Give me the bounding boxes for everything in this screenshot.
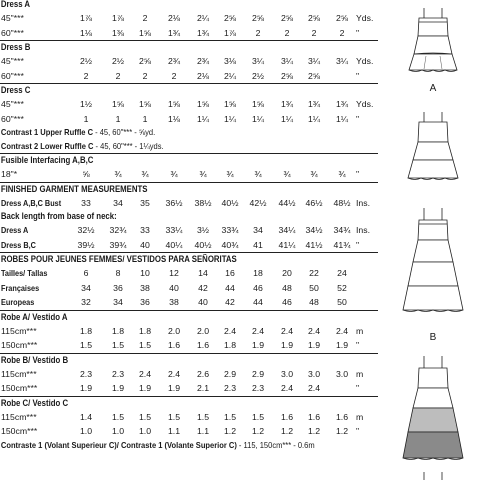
table-cell: 2⅝ [280,13,294,23]
table-cell: 34 [81,282,91,293]
table-cell: 1.8 [138,325,152,336]
table-cell: 1⅞ [111,13,125,23]
table-cell: 1.0 [138,426,152,436]
table-row [0,196,378,211]
table-cell: 34 [113,197,123,208]
table-cell: 1¾ [335,99,349,109]
row-label: 115cm*** [1,325,37,336]
table-row [0,324,378,339]
table-cell: 2⅛ [167,13,181,23]
table-cell: 1.9 [138,383,152,393]
table-cell: 34¾ [333,225,351,235]
note-title: Contrast 1 Upper Ruffle C [0,127,94,137]
table-cell: ¾ [310,169,318,179]
table-cell: 2⅝ [280,70,294,81]
table-row [0,238,378,253]
table-cell: 1.5 [79,340,93,350]
table-cell: 3¼ [280,56,294,66]
table-cell: 1.9 [251,340,265,350]
row-label: 60"*** [1,70,24,81]
table-cell: 2.4 [280,383,294,393]
table-cell: 38 [140,282,150,293]
table-cell: 2.4 [335,325,349,336]
table-cell: 40½ [221,197,239,208]
table-cell: 6 [83,268,89,278]
dress-a-sketch [409,8,457,72]
section-heading: Robe C/ Vestido C [0,397,69,408]
dress-a-label: A [429,83,437,94]
unit-label: " [356,27,360,38]
table-cell: 8 [115,268,121,278]
row-label: 18"* [1,169,18,179]
table-row [0,223,378,238]
table-cell: 1¼ [223,113,237,124]
table-cell: 46½ [305,197,323,208]
table-cell: 2.9 [223,368,237,379]
table-cell: 18 [253,268,263,278]
table-cell: 39¾ [109,239,127,250]
table-cell: ¾ [114,169,122,179]
table-cell: 2.4 [167,368,181,379]
table-cell: ¾ [226,169,234,179]
table-row [0,97,378,112]
table-cell: 1.9 [335,340,349,350]
table-cell: 1.5 [111,411,125,422]
table-cell: 3⅛ [223,56,237,66]
note-title: Contraste 1 (Volant Superieur C)/ Contraste 1 (Volante Superior C) [0,439,237,450]
table-cell: 50 [309,282,319,293]
table-cell: 41¾ [333,239,351,250]
table-cell: 2.3 [251,383,265,393]
table-cell: 42 [225,297,235,307]
table-row [0,266,378,281]
section-heading: Dress C [0,85,31,95]
table-row [0,338,378,353]
table-cell: 3½ [196,225,210,235]
table-cell: 1.5 [138,411,152,422]
table-cell: 1.5 [138,340,152,350]
row-label: 60"*** [1,113,24,124]
table-cell: 1.8 [79,325,93,336]
table-cell: 2¾ [196,56,210,66]
table-cell: 1¾ [196,27,210,38]
table-cell: 40½ [194,239,212,250]
table-cell: ¾ [283,169,291,179]
table-cell: 1 [142,113,148,124]
table-cell: 33¼ [165,225,183,235]
table-row [0,424,378,439]
row-label: 115cm*** [1,368,37,379]
table-cell: 48 [282,282,292,293]
table-cell: 10 [140,268,150,278]
section-heading: Dress A [0,0,31,9]
table-cell: 46 [253,282,263,293]
table-cell: 1⅝ [111,99,125,109]
table-cell: 42 [198,282,208,293]
table-cell: 2½ [251,70,265,81]
table-cell: ¾ [338,169,346,179]
unit-label: m [356,368,364,379]
table-cell: 1½ [79,99,93,109]
table-cell: 2.4 [307,383,321,393]
table-cell: 1.9 [79,383,93,393]
table-cell: 22 [309,268,319,278]
row-label: Dress B,C [1,239,36,250]
table-cell: 44 [253,297,263,307]
table-cell: 1.5 [196,411,210,422]
table-cell: 3.0 [280,368,294,379]
table-cell: 1⅝ [138,99,152,109]
table-cell: 2⅝ [307,13,321,23]
table-cell: 2¾ [167,56,181,66]
table-cell: ¾ [254,169,262,179]
table-cell: 1.6 [196,340,210,350]
table-cell: 2.3 [223,383,237,393]
table-cell: 2⅝ [138,56,152,66]
unit-label: Yds. [356,99,374,109]
table-cell: 2.1 [196,383,210,393]
table-cell: 33 [140,225,150,235]
table-cell: 34½ [305,225,323,235]
fabric-note [0,140,340,154]
table-cell: 14 [198,268,208,278]
table-cell: 44½ [278,197,296,208]
table-cell: 2.6 [196,368,210,379]
table-row [0,410,378,425]
section-heading: Fusible Interfacing A,B,C [0,155,94,165]
table-cell: 36½ [165,197,183,208]
table-cell: 1⅝ [138,27,152,38]
table-cell: 48½ [333,197,351,208]
note-title: Contrast 2 Lower Ruffle C [0,140,94,151]
section-heading: Back length from base of neck: [0,211,117,221]
table-row [0,112,378,127]
table-cell: 32½ [77,225,95,235]
table-cell: 1¾ [280,99,294,109]
table-cell: 1.9 [307,340,321,350]
table-cell: 40 [169,282,179,293]
section-heading: Robe B/ Vestido B [0,354,69,365]
table-cell: 1.2 [223,426,237,436]
row-label: Tailles/ Tallas [1,268,48,278]
table-cell: 34 [253,225,263,235]
table-cell: 40¼ [165,239,183,250]
table-cell: 2⅝ [251,13,265,23]
table-cell: 42½ [249,197,267,208]
table-row [0,26,378,41]
table-cell: 3¼ [335,56,349,66]
table-cell: 1.2 [280,426,294,436]
row-label: 150cm*** [1,426,38,436]
table-cell: 1¼ [280,113,294,124]
row-label: Dress A,B,C Bust [1,197,62,208]
fabric-note [0,439,340,453]
table-cell: 1.5 [111,340,125,350]
table-cell: 2 [311,27,317,38]
table-cell: 1¼ [307,113,321,124]
table-cell: 1⅝ [223,99,237,109]
table-row [0,381,378,396]
table-cell: 41¼ [278,239,296,250]
table-cell: 16 [225,268,235,278]
table-cell: 2 [339,27,345,38]
section-heading: FINISHED GARMENT MEASUREMENTS [0,183,148,194]
table-cell: 1¼ [196,113,210,124]
table-row [0,69,378,84]
table-cell: 2 [115,70,121,81]
table-cell: 38 [169,297,179,307]
section-heading: Dress B [0,42,31,52]
table-cell: 1.5 [223,411,237,422]
table-cell: 1.0 [79,426,93,436]
unit-label: " [356,340,360,350]
unit-label: " [356,239,360,250]
table-cell: 2⅝ [223,13,237,23]
table-cell: 2½ [111,56,125,66]
table-cell: 2 [142,70,148,81]
table-cell: 38½ [194,197,212,208]
unit-label: m [356,411,364,422]
row-label: 45"*** [1,13,24,23]
table-cell: 1 [83,113,89,124]
table-cell: 1⅛ [167,113,181,124]
table-cell: 3¼ [307,56,321,66]
dress-b-sketch [403,208,463,312]
unit-label: " [356,426,360,436]
table-row [0,367,378,382]
table-cell: 2⅛ [196,70,210,81]
table-cell: 3¼ [251,56,265,66]
fabric-note [0,126,340,140]
table-cell: 1.5 [251,411,265,422]
dress-partial-sketch [424,472,442,480]
table-cell: 36 [140,297,150,307]
table-cell: 1.5 [167,411,181,422]
table-cell: 1.2 [307,426,321,436]
table-cell: 2 [171,70,177,81]
table-row [0,167,378,182]
garment-illustrations [386,0,480,480]
table-cell: 40 [198,297,208,307]
table-cell: 34 [113,297,123,307]
note-detail: - 115, 150cm*** - 0.6m [236,439,315,450]
table-cell: 1.2 [335,426,349,436]
unit-label: Ins. [356,225,371,235]
table-cell: 44 [225,282,235,293]
table-cell: 1¾ [167,27,181,38]
table-cell: 12 [169,268,179,278]
table-cell: 1.8 [223,340,237,350]
note-detail: - 45, 60"*** - ⅝yd. [93,127,156,137]
table-cell: 1⅞ [223,27,237,38]
table-cell: 1⅝ [196,99,210,109]
table-cell: 52 [337,282,347,293]
table-cell: 41½ [305,239,323,250]
unit-label: Yds. [356,13,374,23]
table-cell: 39½ [77,239,95,250]
row-label: 45"*** [1,56,24,66]
note-detail: - 45, 60"*** - 1¼yds. [93,140,164,151]
table-cell: 2 [83,70,89,81]
table-cell: ¾ [170,169,178,179]
table-cell: 48 [309,297,319,307]
dress-c-sketch [403,356,463,460]
table-cell: 2.0 [196,325,210,336]
table-row [0,295,378,310]
table-cell: 1.9 [167,383,181,393]
table-cell: 1.1 [167,426,181,436]
table-cell: 2.4 [223,325,237,336]
table-cell: 2¼ [223,70,237,81]
table-cell: 3.0 [335,368,349,379]
table-cell: 1.9 [280,340,294,350]
table-cell: 1.6 [280,411,294,422]
row-label: 60"*** [1,27,24,38]
unit-label: " [356,169,360,179]
table-cell: 2.3 [79,368,93,379]
table-cell: 2⅝ [307,70,321,81]
table-cell: 1 [115,113,121,124]
table-cell: 2.4 [307,325,321,336]
table-cell: 2¼ [196,13,210,23]
table-row [0,54,378,69]
section-heading: ROBES POUR JEUNES FEMMES/ VESTIDOS PARA SEÑORITAS [0,254,237,264]
table-cell: 32 [81,297,91,307]
row-label: 45"*** [1,99,24,109]
table-cell: ¾ [199,169,207,179]
table-cell: 2.4 [251,325,265,336]
table-cell: 32¾ [109,225,127,235]
unit-label: m [356,325,364,336]
table-cell: 36 [113,282,123,293]
row-label: Europeas [1,297,35,307]
section-heading: Robe A/ Vestido A [0,311,68,322]
table-cell: 34¼ [278,225,296,235]
table-cell: 2⅝ [335,13,349,23]
table-cell: ⅝ [82,169,90,179]
table-cell: 3.0 [307,368,321,379]
table-cell: 1¾ [307,99,321,109]
table-cell: 2 [255,27,261,38]
table-cell: 2½ [79,56,93,66]
table-cell: 40 [140,239,150,250]
table-cell: 2.4 [138,368,152,379]
table-cell: 1.4 [79,411,93,422]
table-cell: 35 [140,197,150,208]
table-cell: 33 [81,197,91,208]
table-cell: 1.6 [335,411,349,422]
table-cell: 1.6 [307,411,321,422]
table-cell: 2 [284,27,290,38]
table-cell: 20 [282,268,292,278]
table-cell: 1¼ [335,113,349,124]
table-cell: 1⅞ [79,13,93,23]
table-cell: 1⅜ [111,27,125,38]
table-cell: 2.0 [167,325,181,336]
table-cell: 2 [142,13,148,23]
table-cell: 24 [337,268,347,278]
row-label: Dress A [1,225,29,235]
unit-label: " [356,113,360,124]
unit-label: Ins. [356,197,371,208]
dress-a-back-sketch [408,112,458,180]
table-cell: 46 [282,297,292,307]
row-label: 115cm*** [1,411,37,422]
table-cell: 33¾ [221,225,239,235]
table-cell: 1.0 [111,426,125,436]
dress-b-label: B [429,332,437,343]
unit-label: " [356,70,360,81]
table-cell: 40¾ [221,239,239,250]
unit-label: Yds. [356,56,374,66]
table-cell: 50 [337,297,347,307]
table-cell: 41 [253,239,263,250]
table-cell: 1.9 [111,383,125,393]
table-cell: 1.1 [196,426,210,436]
table-cell: 1.8 [111,325,125,336]
row-label: 150cm*** [1,340,38,350]
table-row [0,11,378,26]
table-row [0,281,378,296]
row-label: 150cm*** [1,383,38,393]
table-cell: 1.6 [167,340,181,350]
table-cell: 1⅝ [251,99,265,109]
row-label: Françaises [1,282,40,293]
table-cell: ¾ [141,169,149,179]
dress-sketches [386,0,480,480]
table-cell: 2.9 [251,368,265,379]
table-cell: 2.3 [111,368,125,379]
unit-label: " [356,383,360,393]
table-cell: 1.2 [251,426,265,436]
table-cell: 1⅝ [167,99,181,109]
table-cell: 2.4 [280,325,294,336]
table-cell: 1⅛ [79,27,93,38]
table-cell: 1¼ [251,113,265,124]
